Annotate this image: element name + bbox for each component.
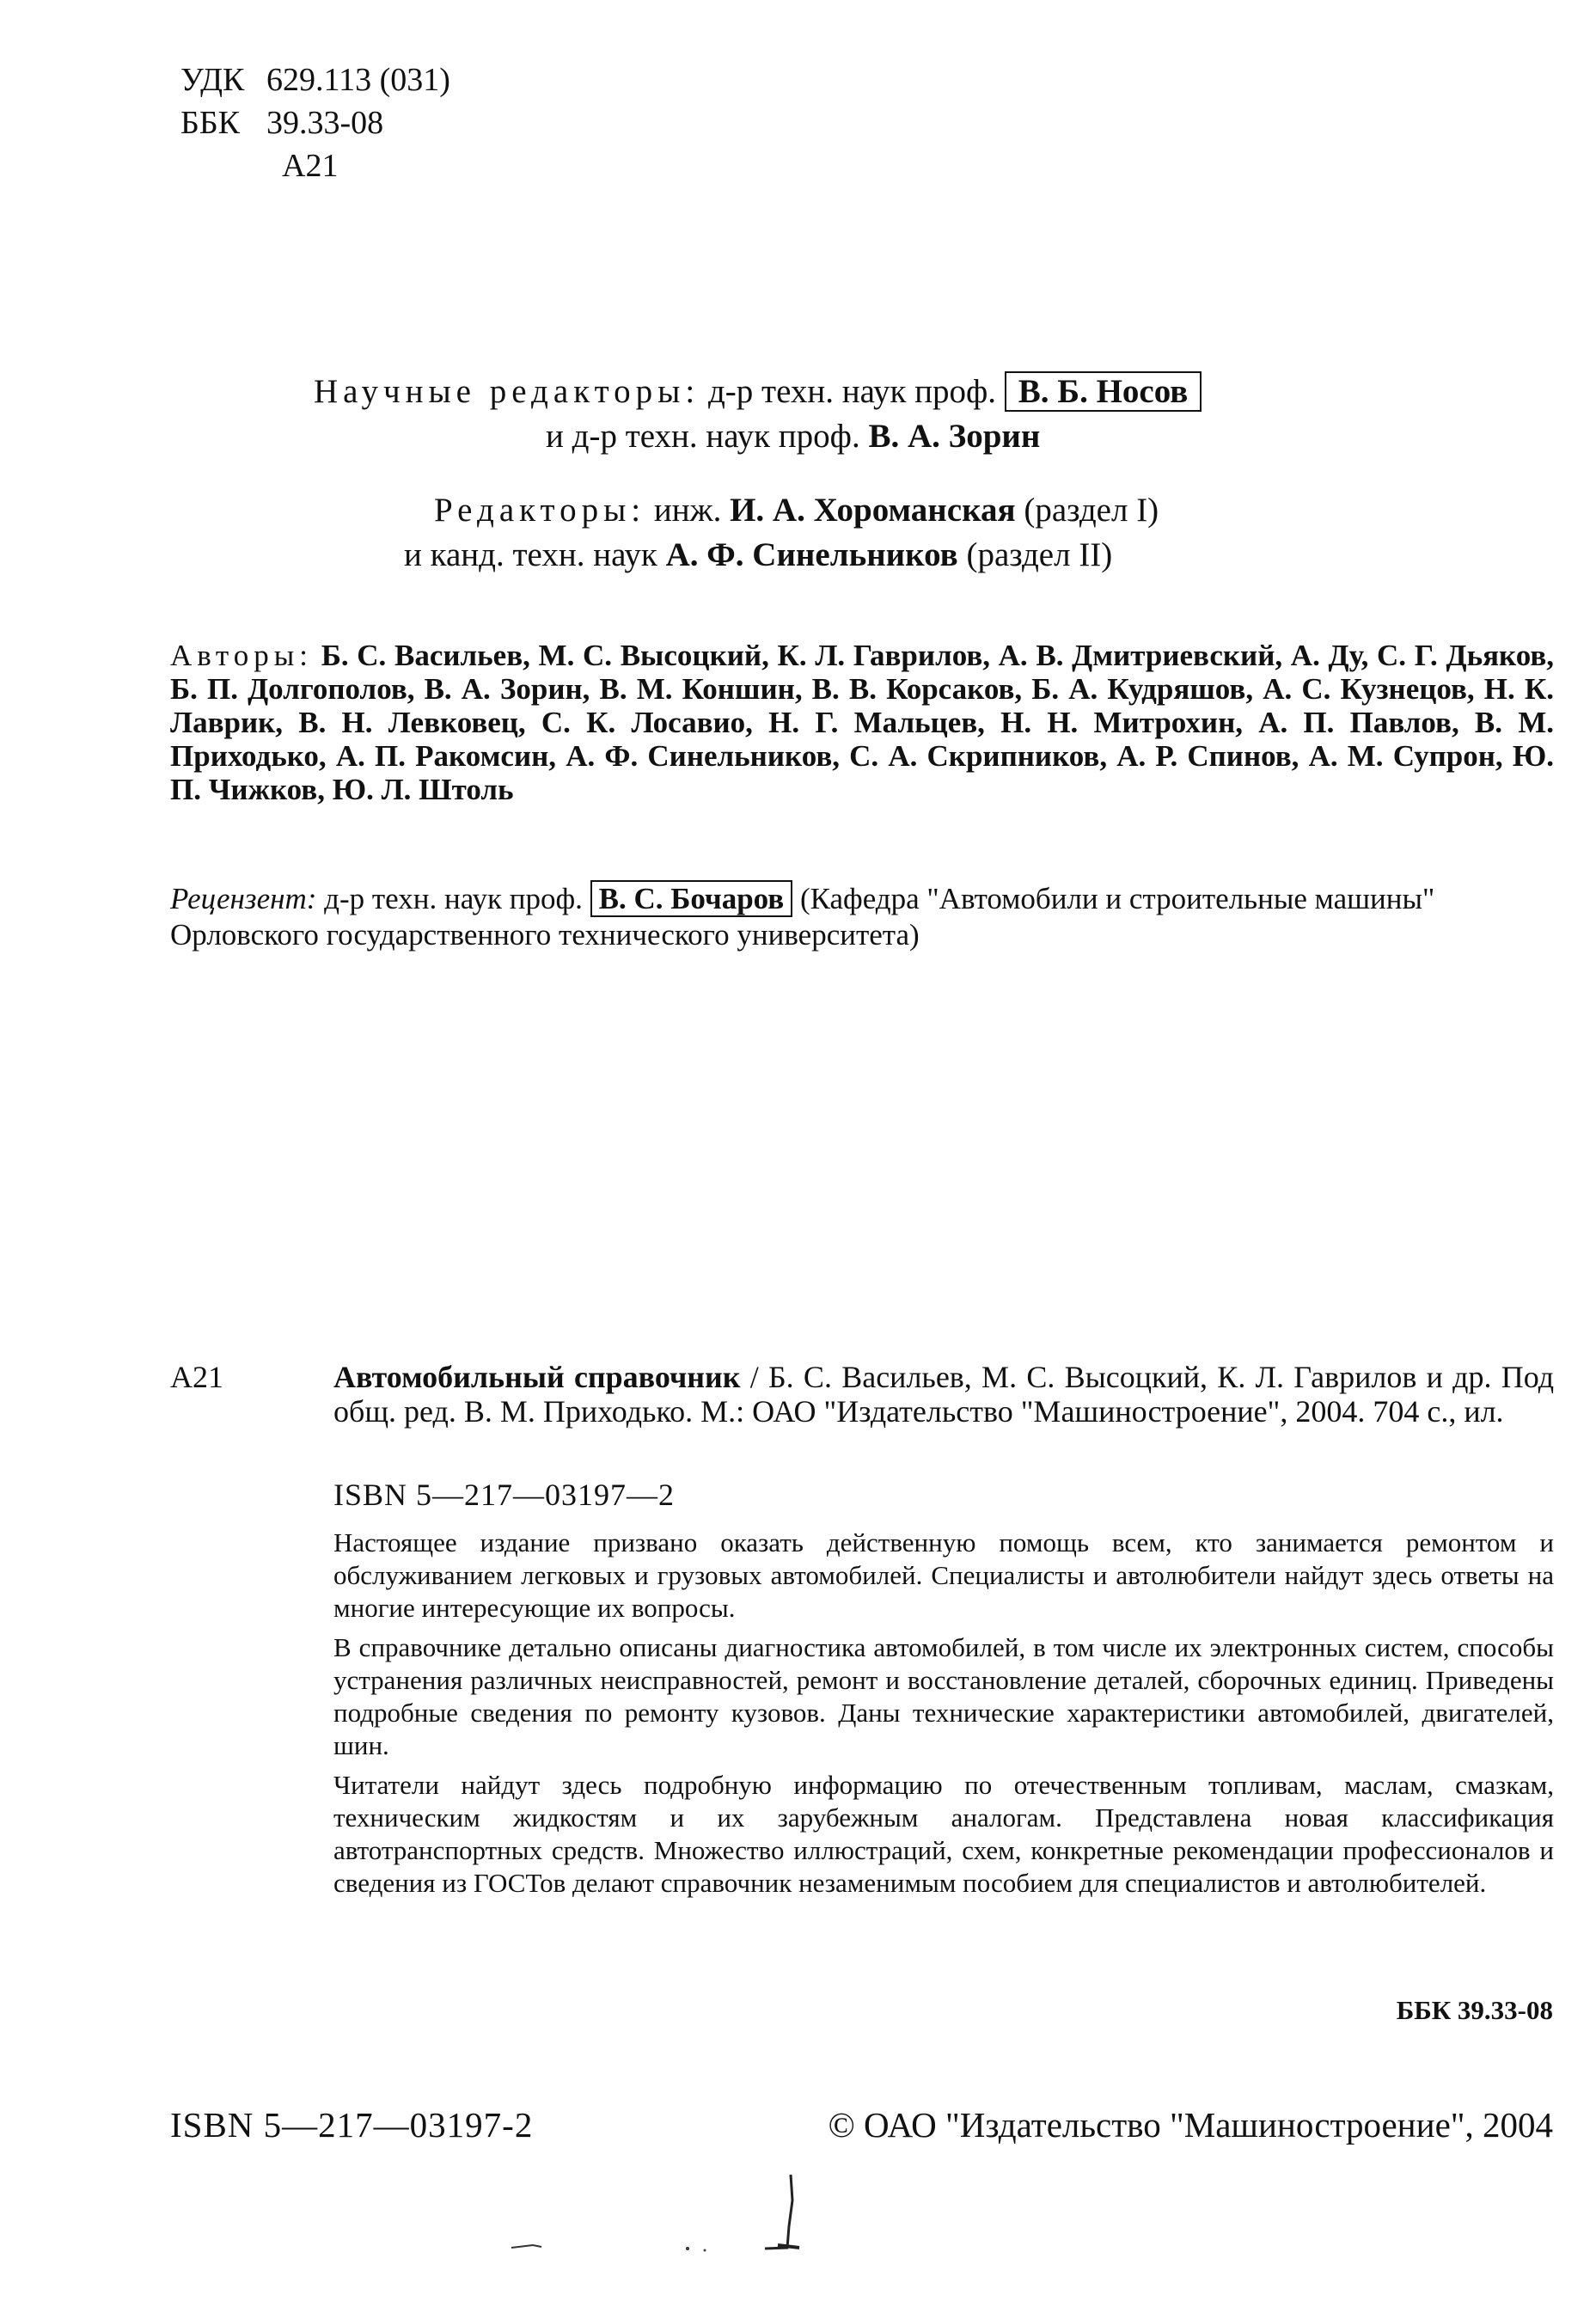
editors-line1 [434,488,1422,533]
catalog-isbn: ISBN 5—217—03197—2 [333,1478,676,1512]
abstract-paragraph-1: Настоящее издание призвано оказать действенную помощь всем, кто занимается ремонтом и обслуживанием легковых и грузовых автомобилей. Специалисты и автолюбители найдут здесь ответы на многие интересующие их вопросы. [333,1527,1554,1623]
bibliographic-entry [333,1360,1554,1429]
editor-conj: и канд. техн. наук [404,536,657,573]
editors-label: Редакторы: [434,492,646,529]
authors-list: Б. С. Васильев, М. С. Высоцкий, К. Л. Гаврилов, А. В. Дмитриевский, А. Ду, С. Г. Дьяков, Б. П. Долгополов, В. А. Зорин, В. М. Коншин, В. В. Корсаков, Б. А. Кудряшов, А. С. Кузнецов, Н. К. Лаврик, В. Н. Левковец, С. К. Лосавио, Н. Г. Мальцев, Н. Н. Митрохин, А. П. Павлов, В. М. Приходько, А. П. Ракомсин, А. Ф. Синельников, С. А. Скрипников, А. Р. Спинов, А. М. Супрон, Ю. П. Чижков, Ю. Л. Штоль [170,639,1554,806]
udk-label: УДК [180,62,245,98]
authors-label: Авторы: [170,639,314,672]
scan-specks [481,2166,911,2269]
scientific-editor-conj: и д-р техн. наук проф. [546,418,860,455]
scientific-editor-name-2: В. А. Зорин [868,418,1041,455]
copyright: © ОАО "Издательство "Машиностроение", 2004 [828,2105,1553,2145]
scientific-editors-line2 [314,414,1431,459]
bbk-label: ББК [180,105,240,141]
reviewer-affiliation: (Кафедра "Автомобили и строительные машины" Орловского государственного технического университета) [170,882,1435,952]
editor-section-2: (раздел II) [966,536,1113,573]
catalog-mark: А21 [170,1360,223,1394]
abstract [333,1527,1554,1906]
bbk-value: 39.33-08 [266,105,384,141]
reviewer-name: В. С. Бочаров [590,880,793,917]
editor-name-2: А. Ф. Синельников [665,536,958,573]
footer-bbk: ББК 39.33-08 [1396,1995,1553,2025]
scientific-editors-label: Научные редакторы: [314,373,700,410]
editors [404,488,1422,578]
abstract-paragraph-2: В справочнике детально описаны диагностика автомобилей, в том числе их электронных систем, способы устранения различных неисправностей, ремонт и восстановление деталей, сборочных единиц. Приведены подробные сведения по ремонту кузовов. Даны технические характеристики автомобилей, двигателей, шин. [333,1632,1554,1760]
scientific-editor-name-1: В. Б. Носов [1005,371,1202,412]
bbk-row [180,101,450,144]
editor-degree: инж. [653,492,722,529]
author-mark: А21 [282,148,339,184]
editor-section-1: (раздел I) [1024,492,1159,529]
book-title: Автомобильный справочник [333,1360,741,1394]
editor-name-1: И. А. Хороманская [730,492,1016,529]
scientific-editor-degree: д-р техн. наук проф. [707,373,997,410]
udk-row [180,58,450,101]
classification-codes [180,58,450,187]
scientific-editors [314,370,1431,459]
footer-isbn: ISBN 5—217—03197-2 [170,2105,534,2145]
reviewer-degree: д-р техн. наук проф. [324,882,583,915]
bibliographic-details: / Б. С. Васильев, М. С. Высоцкий, К. Л. Гаврилов и др. Под общ. ред. В. М. Приходько. М.: ОАО "Издательство "Машиностроение", 2004. 704 с., ил. [333,1360,1555,1429]
udk-value: 629.113 (031) [266,62,450,98]
reviewer-label: Рецензент: [170,882,317,915]
authors [170,639,1554,806]
scientific-editors-line1 [314,370,1431,414]
abstract-paragraph-3: Читатели найдут здесь подробную информацию по отечественным топливам, маслам, смазкам, техническим жидкостям и их зарубежным аналогам. Представлена новая классификация автотранспортных средств. Множество иллюстраций, схем, конкретные рекомендации профессионалов и сведения из ГОСТов делают справочник незаменимым пособием для специалистов и автолюбителей. [333,1770,1554,1898]
editors-line2 [404,533,1422,578]
reviewer [170,881,1554,953]
